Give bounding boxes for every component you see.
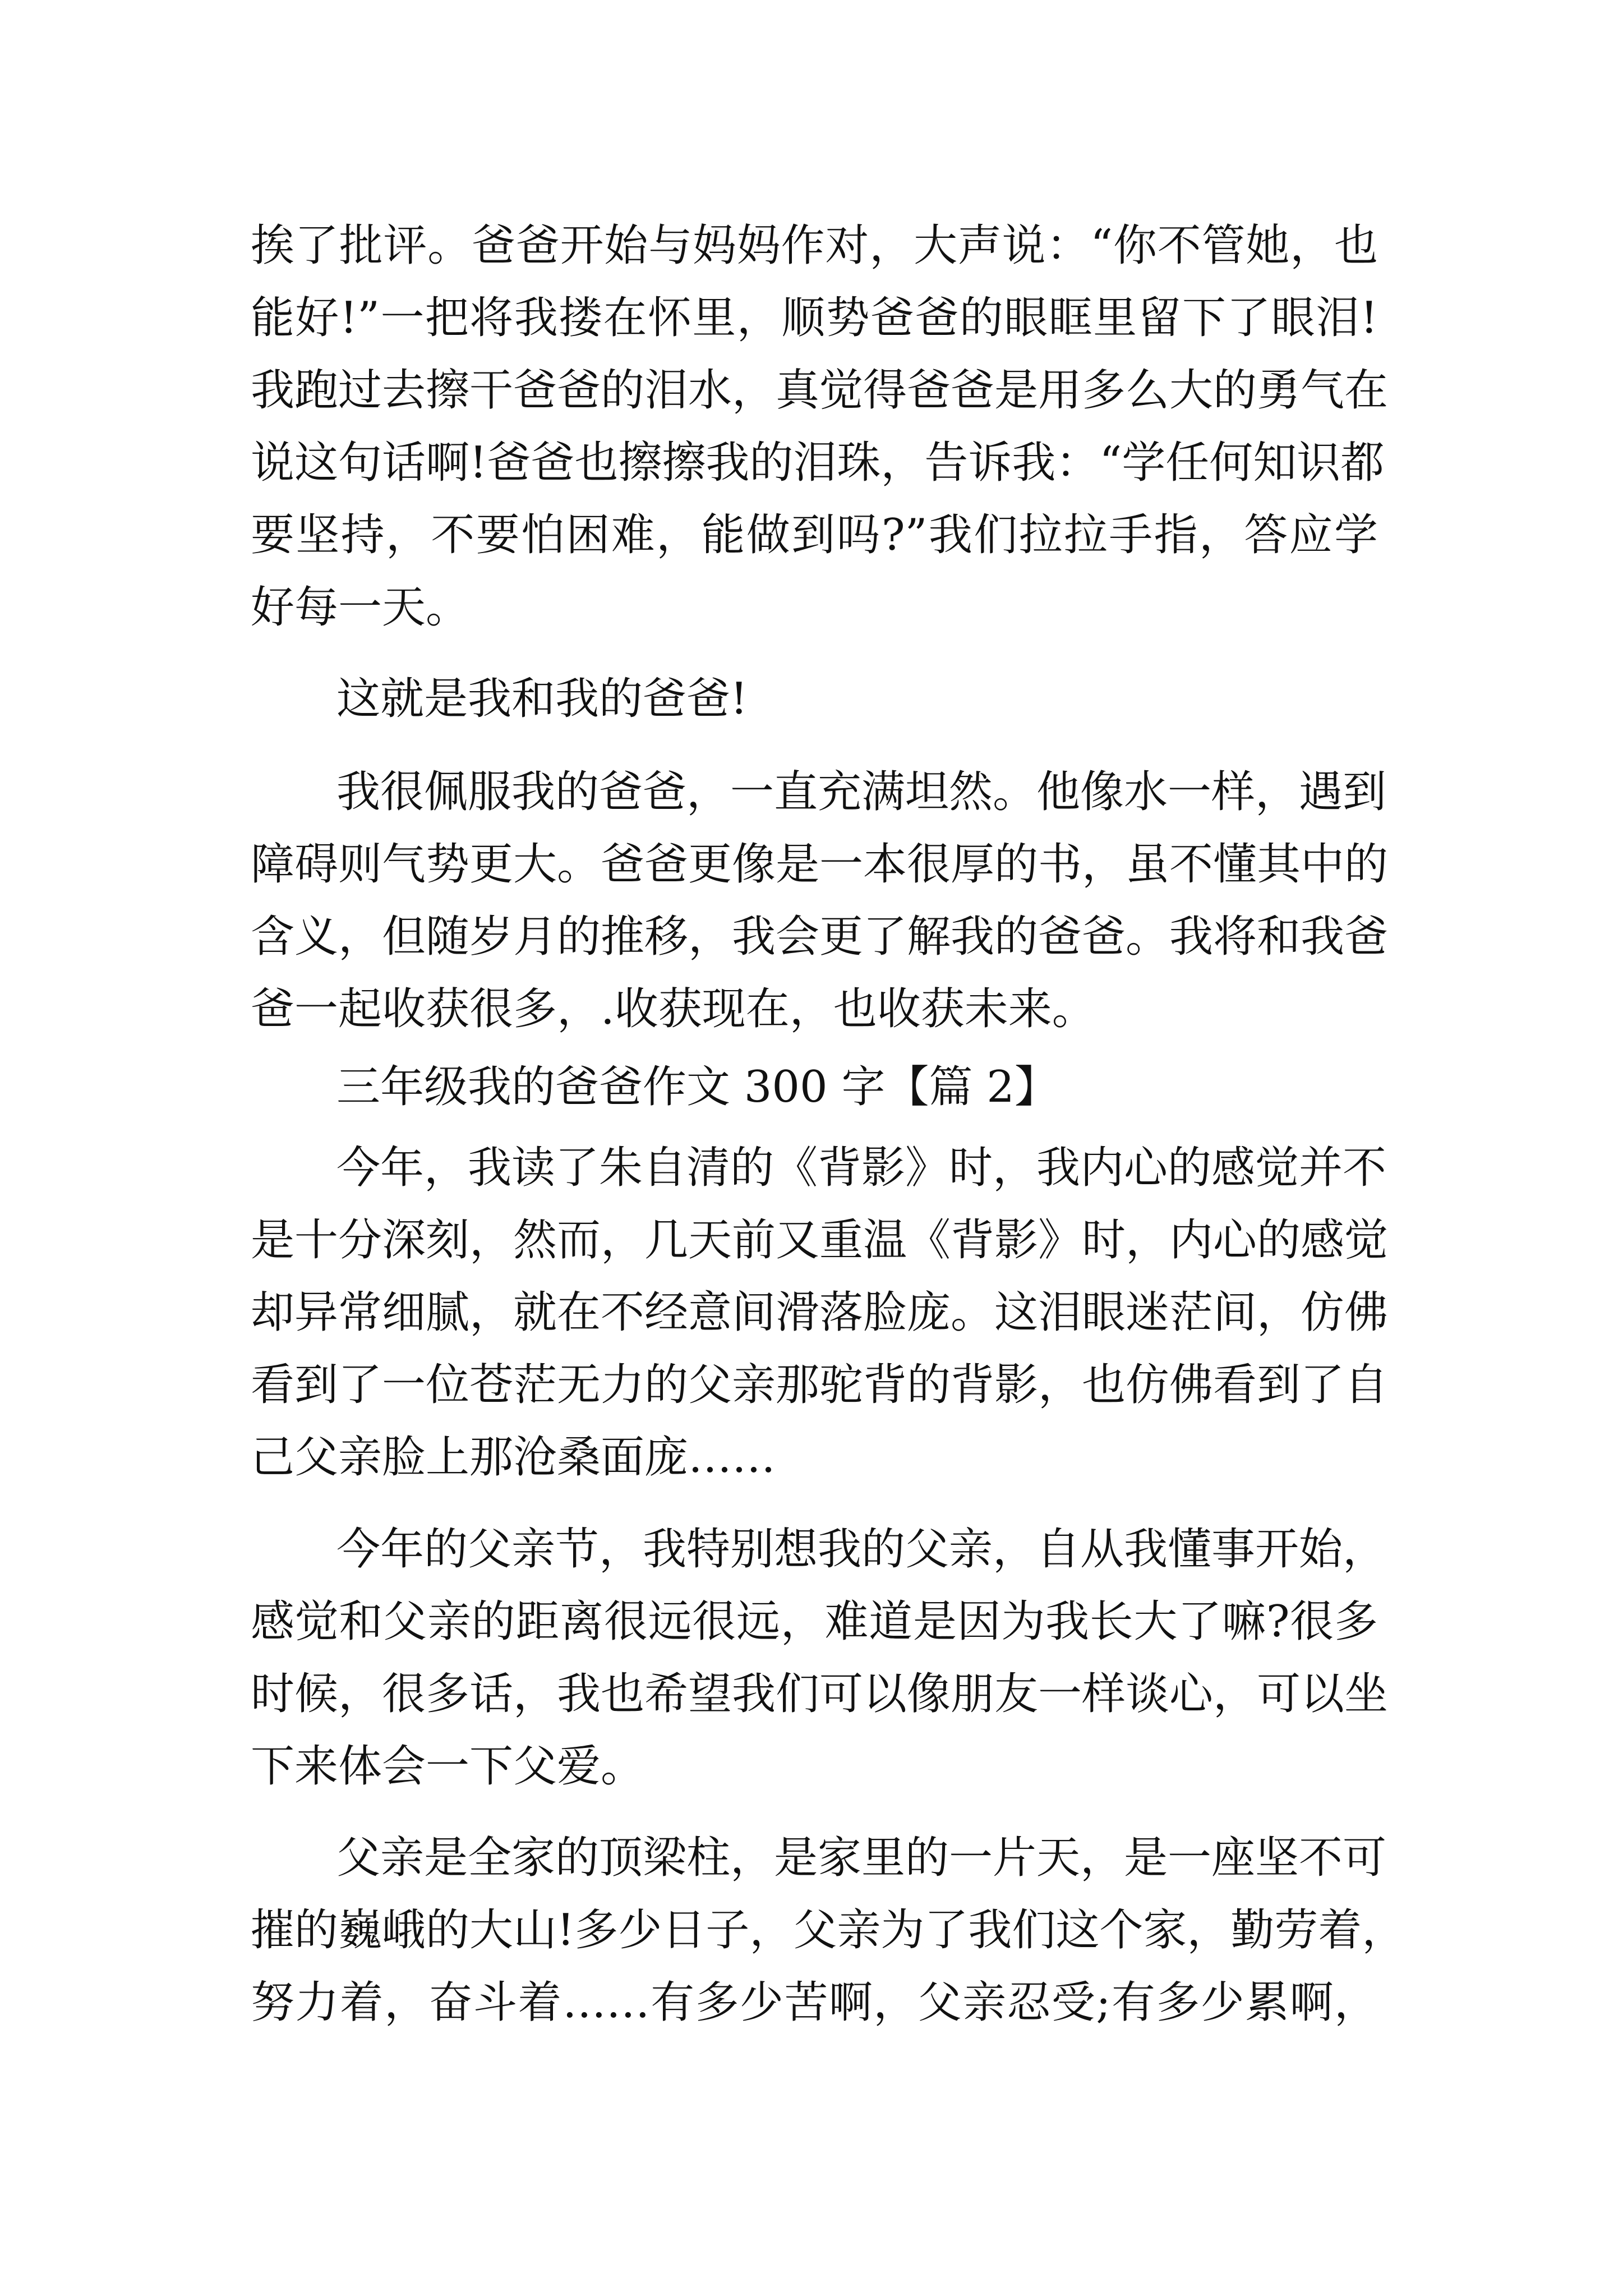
text-line: 感觉和父亲的距离很远很远，难道是因为我长大了嘛?很多	[251, 1596, 1378, 1647]
paragraph-line: 我很佩服我的爸爸，一直充满坦然。他像水一样，遇到	[336, 767, 1387, 817]
text-line: 努力着，奋斗着……有多少苦啊，父亲忍受;有多少累啊，	[251, 1977, 1378, 2028]
text-line: 要坚持，不要怕困难，能做到吗?”我们拉拉手指，答应学	[251, 510, 1378, 560]
text-line: 挨了批评。爸爸开始与妈妈作对，大声说：“你不管她，也	[251, 220, 1378, 271]
text-line: 含义，但随岁月的推移，我会更了解我的爸爸。我将和我爸	[251, 912, 1389, 962]
paragraph-line: 今年，我读了朱自清的《背影》时，我内心的感觉并不	[336, 1143, 1387, 1193]
text-line: 障碍则气势更大。爸爸更像是一本很厚的书，虽不懂其中的	[251, 839, 1389, 890]
text-line: 看到了一位苍茫无力的父亲那驼背的背影，也仿佛看到了自	[251, 1360, 1389, 1410]
paragraph-line: 父亲是全家的顶梁柱，是家里的一片天，是一座坚不可	[336, 1833, 1387, 1883]
paragraph-line: 这就是我和我的爸爸!	[336, 674, 748, 724]
text-line: 爸一起收获很多，.收获现在，也收获未来。	[251, 984, 1096, 1034]
text-line: 时候，很多话，我也希望我们可以像朋友一样谈心，可以坐	[251, 1669, 1389, 1719]
text-line: 却异常细腻，就在不经意间滑落脸庞。这泪眼迷茫间，仿佛	[251, 1287, 1389, 1338]
text-line: 好每一天。	[251, 582, 470, 633]
text-line: 我跑过去擦干爸爸的泪水，真觉得爸爸是用多么大的勇气在	[251, 365, 1389, 416]
text-line: 是十分深刻，然而，几天前又重温《背影》时，内心的感觉	[251, 1215, 1389, 1266]
text-line: 下来体会一下父爱。	[251, 1741, 645, 1792]
paragraph-line: 今年的父亲节，我特别想我的父亲，自从我懂事开始，	[336, 1524, 1387, 1575]
text-line: 说这句话啊!爸爸也擦擦我的泪珠，告诉我：“学任何知识都	[251, 438, 1385, 488]
text-line: 己父亲脸上那沧桑面庞……	[251, 1432, 776, 1483]
text-line: 能好!”一把将我搂在怀里，顺势爸爸的眼眶里留下了眼泪!	[251, 293, 1378, 343]
text-line: 摧的巍峨的大山!多少日子，父亲为了我们这个家，勤劳着，	[251, 1905, 1406, 1955]
section-heading: 三年级我的爸爸作文 300 字【篇 2】	[336, 1062, 1058, 1112]
